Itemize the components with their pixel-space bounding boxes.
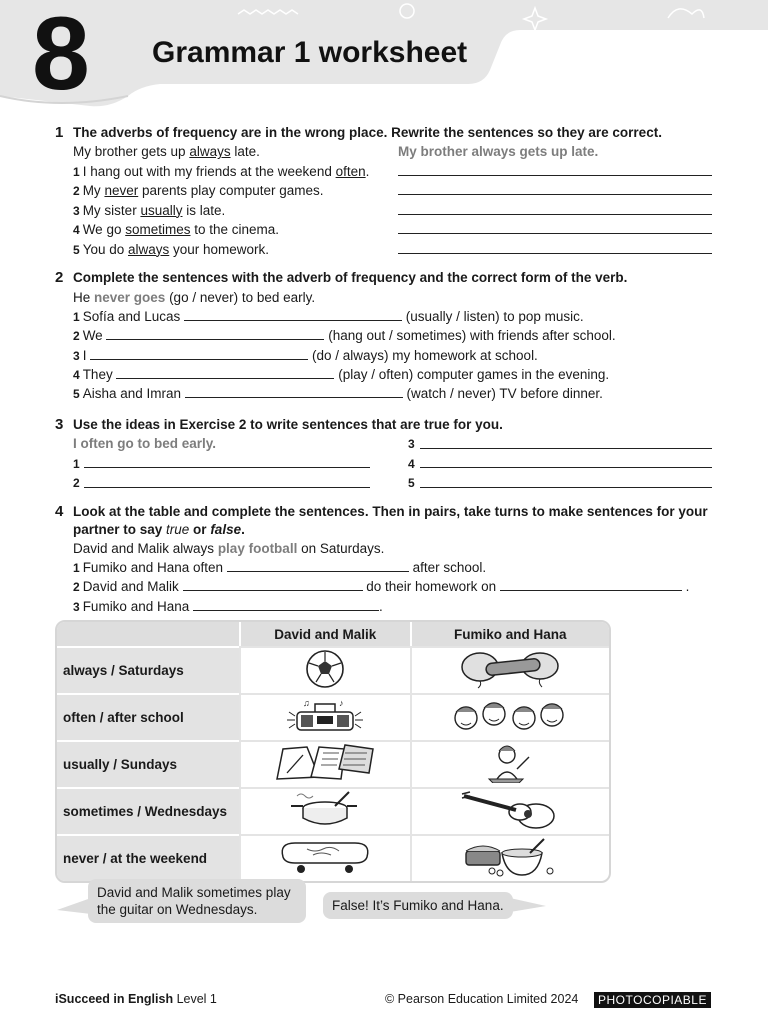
speech-line-2: the guitar on Wednesdays.	[97, 902, 258, 917]
table-cell	[239, 740, 410, 787]
answer-line[interactable]	[84, 467, 370, 468]
answer-line[interactable]	[183, 577, 363, 591]
exercise-instruction: The adverbs of frequency are in the wrong place. Rewrite the sentences so they are correct.	[73, 125, 662, 140]
table-cell	[410, 740, 609, 787]
answer-line[interactable]	[116, 365, 334, 379]
list-item: 4 We go sometimes to the cinema.	[73, 222, 280, 237]
table-cell	[410, 646, 609, 693]
example-answer: I often go to bed early.	[73, 436, 217, 451]
list-item: 3 I (do / always) my homework at school.	[73, 347, 538, 363]
answer-line[interactable]	[106, 326, 324, 340]
list-item: 2	[73, 476, 80, 490]
table-cell	[239, 693, 410, 740]
balloons-icon	[458, 649, 562, 689]
exercise-number: 3	[55, 416, 64, 433]
cooking-pot-icon	[289, 790, 361, 830]
football-icon	[303, 649, 347, 689]
answer-line[interactable]	[420, 448, 712, 449]
exercise-instruction: Look at the table and complete the sentences. Then in pairs, take turns to make sentences for your	[73, 504, 708, 519]
table-row	[57, 693, 609, 740]
answer-line[interactable]	[227, 558, 409, 572]
footer-brand: iSucceed in English Level 1	[55, 992, 217, 1006]
exercise-4	[55, 502, 715, 617]
list-item: 3 My sister usually is late.	[73, 202, 226, 218]
stereo-icon	[285, 696, 365, 736]
answer-line[interactable]	[398, 214, 712, 215]
table-cell	[239, 787, 410, 834]
row-label: usually / Sundays	[57, 740, 239, 787]
list-item: 1 Sofía and Lucas (usually / listen) to pop music.	[73, 309, 584, 324]
books-icon	[275, 743, 375, 783]
baking-icon	[462, 837, 558, 877]
answer-line[interactable]	[398, 233, 712, 234]
table-cell	[239, 646, 410, 693]
example-sentence: My brother gets up always late.	[73, 144, 260, 159]
list-item: 5	[408, 476, 415, 490]
list-item: 2 My never parents play computer games.	[73, 183, 324, 198]
svg-text:♫: ♫	[303, 698, 311, 708]
answer-line[interactable]	[398, 175, 712, 176]
exercise-instruction: Use the ideas in Exercise 2 to write sentences that are true for you.	[73, 417, 503, 432]
exercise-number: 4	[55, 503, 64, 520]
answer-line[interactable]	[398, 194, 712, 195]
friends-icon	[450, 696, 570, 736]
row-label: sometimes / Wednesdays	[57, 787, 239, 834]
list-item: 3	[408, 437, 415, 451]
photocopiable-badge: PHOTOCOPIABLE	[594, 992, 711, 1008]
table-cell	[410, 787, 609, 834]
example-sentence: He never goes (go / never) to bed early.	[73, 289, 316, 305]
answer-line[interactable]	[398, 253, 712, 254]
list-item: 1	[73, 457, 80, 471]
exercise-number: 2	[55, 269, 64, 286]
answer-line[interactable]	[184, 307, 402, 321]
answer-line[interactable]	[193, 597, 379, 611]
table-row	[57, 834, 609, 881]
speech-bubble-2: False! It’s Fumiko and Hana.	[323, 892, 513, 919]
table-row	[57, 740, 609, 787]
table-row	[57, 787, 609, 834]
row-label: often / after school	[57, 693, 239, 740]
answer-line[interactable]	[500, 577, 682, 591]
activity-table	[55, 620, 611, 883]
answer-line[interactable]	[90, 346, 308, 360]
table-cell	[239, 834, 410, 881]
example-sentence: David and Malik always play football on Saturdays.	[73, 541, 385, 556]
list-item: 5 Aisha and Imran (watch / never) TV before dinner.	[73, 386, 603, 401]
list-item: 2 We (hang out / sometimes) with friends after school.	[73, 328, 616, 343]
table-corner	[57, 622, 239, 646]
list-item: 1 Fumiko and Hana often after school.	[73, 560, 487, 575]
skateboard-icon	[277, 837, 373, 877]
answer-line[interactable]	[420, 467, 712, 468]
row-label: never / at the weekend	[57, 834, 239, 881]
speech-line-1: David and Malik sometimes play	[97, 885, 291, 900]
table-cell	[410, 834, 609, 881]
list-item: 4 They (play / often) computer games in the evening.	[73, 367, 610, 382]
footer-copyright: © Pearson Education Limited 2024	[385, 992, 579, 1006]
row-label: always / Saturdays	[57, 646, 239, 693]
speech-tail-2	[508, 896, 548, 916]
exercise-2	[55, 268, 715, 403]
exercise-instruction-cont: partner to say true or false.	[73, 521, 245, 537]
svg-text:♪: ♪	[339, 698, 344, 708]
answer-line[interactable]	[185, 384, 403, 398]
example-answer: My brother always gets up late.	[398, 144, 599, 159]
list-item: 2 David and Malik do their homework on .	[73, 579, 690, 594]
list-item: 1 I hang out with my friends at the weekend often.	[73, 163, 370, 179]
exercise-1	[55, 123, 715, 263]
answer-line[interactable]	[84, 487, 370, 488]
table-header: Fumiko and Hana	[410, 622, 609, 646]
answer-line[interactable]	[420, 487, 712, 488]
exercise-number: 1	[55, 124, 64, 141]
unit-number: 8	[32, 0, 88, 112]
list-item: 5 You do always your homework.	[73, 241, 270, 257]
exercise-instruction: Complete the sentences with the adverb of frequency and the correct form of the verb.	[73, 270, 628, 285]
exercise-3	[55, 415, 715, 495]
waving-person-icon	[475, 743, 545, 783]
page-title: Grammar 1 worksheet	[152, 36, 468, 69]
speech-bubble-1	[88, 879, 306, 923]
table-cell	[410, 693, 609, 740]
list-item: 4	[408, 457, 415, 471]
list-item: 3 Fumiko and Hana .	[73, 599, 383, 614]
guitar-icon	[460, 790, 560, 830]
table-row	[57, 646, 609, 693]
table-header: David and Malik	[239, 622, 410, 646]
